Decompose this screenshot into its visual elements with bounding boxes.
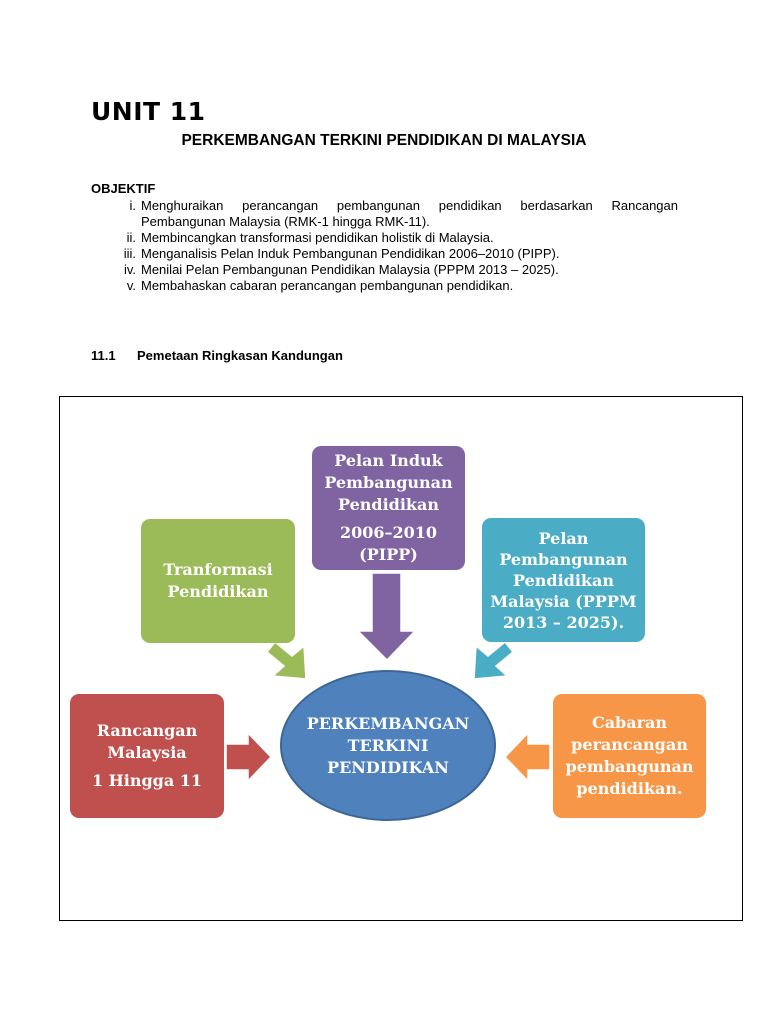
objective-item (91, 198, 678, 230)
box-line: Pelan Induk (334, 451, 443, 470)
box-line: pendidikan. (576, 779, 683, 798)
section-title: Pemetaan Ringkasan Kandungan (137, 348, 343, 363)
arrow-down (358, 573, 415, 660)
section-heading (91, 348, 343, 364)
box-line: 2013 – 2025). (502, 612, 625, 632)
center-line: PERKEMBANGAN (306, 713, 470, 733)
arrow-diagonal-left (474, 642, 513, 679)
box-line: Pelan (538, 528, 589, 548)
objective-text: Membincangkan transformasi pendidikan holistik di Malaysia. (141, 230, 494, 245)
objective-text: Menghuraikan perancangan pembangunan pendidikan berdasarkan Rancangan Pembangunan Malaysia (RMK-1 hingga RMK-11). (141, 198, 678, 229)
objective-number: v. (126, 278, 136, 293)
objective-number: ii. (126, 230, 136, 245)
box-line: Pendidikan (337, 495, 440, 514)
objectives-heading: OBJEKTIF (91, 181, 156, 196)
box-transformasi (141, 519, 295, 643)
box-line: Malaysia (PPPM (490, 591, 637, 611)
box-line: Pendidikan (167, 582, 269, 601)
unit-title: UNIT 11 (91, 97, 206, 126)
objective-item (91, 246, 678, 262)
section-number: 11.1 (91, 348, 116, 363)
box-pipp (312, 446, 465, 570)
objective-text: Menilai Pelan Pembangunan Pendidikan Malaysia (PPPM 2013 – 2025). (141, 262, 559, 277)
box-line: Malaysia (107, 743, 187, 762)
box-cabaran (553, 694, 706, 818)
objective-number: i. (129, 198, 136, 213)
center-line: PENDIDIKAN (327, 757, 449, 777)
box-line: Tranformasi (163, 560, 273, 579)
box-line: perancangan (571, 735, 688, 754)
box-line: Pendidikan (512, 570, 615, 590)
box-line: Cabaran (591, 713, 668, 732)
box-line: Rancangan (96, 721, 198, 740)
arrow-left (505, 733, 550, 781)
objectives-list (91, 198, 678, 294)
document-heading: PERKEMBANGAN TERKINI PENDIDIKAN DI MALAYSIA (181, 132, 587, 149)
box-line: 2006–2010 (PIPP) (339, 523, 438, 564)
objective-item (91, 230, 678, 246)
center-line: TERKINI (347, 735, 429, 755)
objective-number: iii. (123, 246, 136, 261)
objective-item (91, 262, 678, 278)
arrow-right (226, 733, 271, 781)
objective-text: Membahaskan cabaran perancangan pembangunan pendidikan. (141, 278, 514, 293)
box-line: 1 Hingga 11 (91, 771, 203, 790)
box-pppm (482, 518, 645, 642)
objective-text: Menganalisis Pelan Induk Pembangunan Pendidikan 2006–2010 (PIPP). (141, 246, 560, 261)
objective-item (91, 278, 678, 294)
center-topic-ellipse (280, 670, 496, 821)
box-line: Pembangunan (499, 549, 628, 569)
box-rancangan-malaysia (70, 694, 224, 818)
box-line: pembangunan (565, 757, 694, 776)
box-line: Pembangunan (324, 473, 453, 492)
content-map-diagram (59, 396, 743, 921)
arrow-diagonal-right (267, 642, 306, 679)
objective-number: iv. (123, 262, 136, 277)
